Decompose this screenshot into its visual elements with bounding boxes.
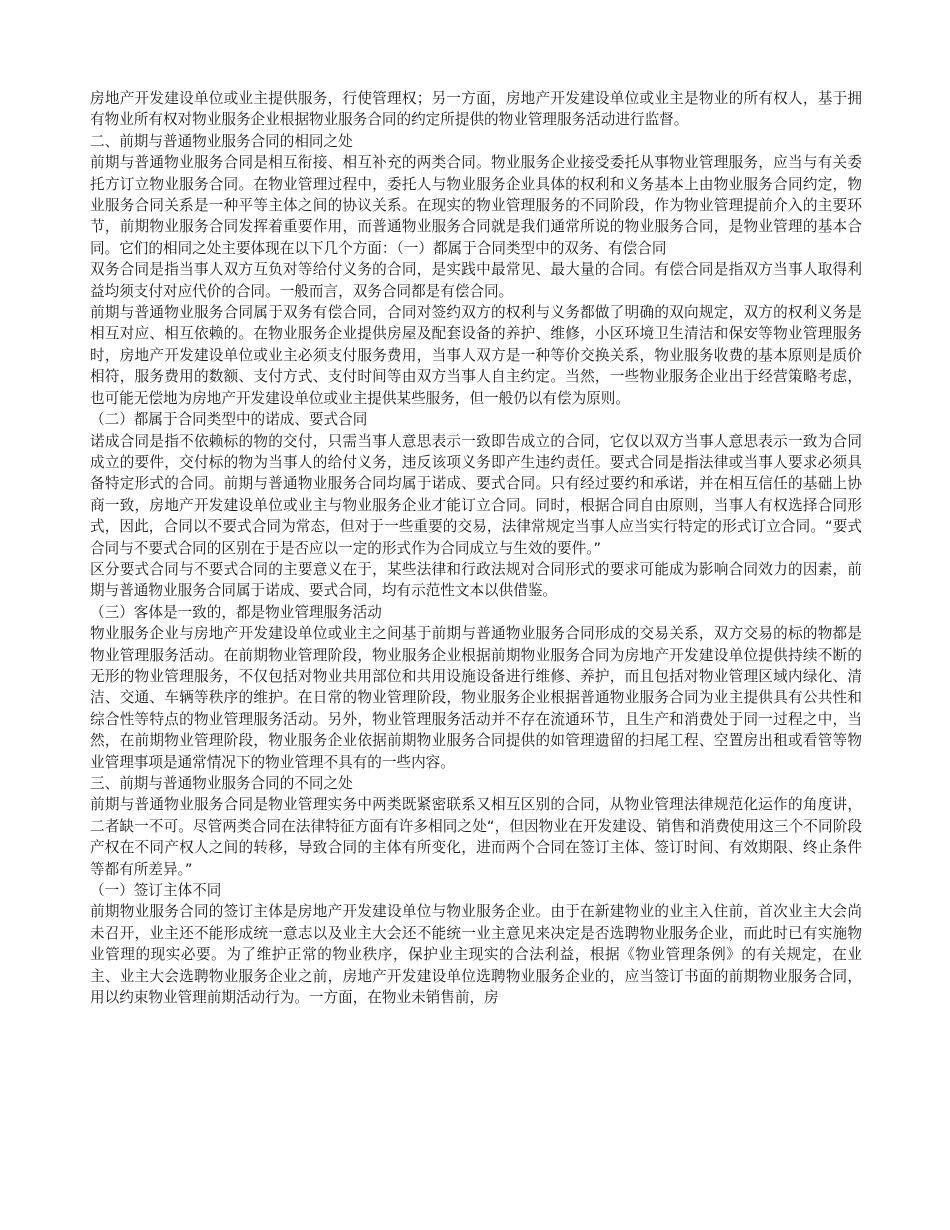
paragraph: 诺成合同是指不依赖标的物的交付，只需当事人意思表示一致即告成立的合同，它仅以双方当事人意思表示一致为合同成立的要件，交付标的物为当事人的给付义务，违反该项义务即产生违约责任。要式合同是指法律或当事人要求必须具备特定形式的合同。前期与普通物业服务合同均属于诺成、要式合同。只有经过要约和承诺，并在相互信任的基础上协商一致，房地产开发建设单位或业主与物业服务企业才能订立合同。同时，根据合同自由原则，当事人有权选择合同形式，因此，合同以不要式合同为常态，但对于一些重要的交易，法律常规定当事人应当实行特定的形式订立合同。“要式合同与不要式合同的区别在于是否应以一定的形式作为合同成立与生效的要件。” bbox=[90, 432, 862, 557]
section-heading: 三、前期与普通物业服务合同的不同之处 bbox=[90, 775, 353, 792]
paragraph: 前期与普通物业服务合同属于双务有偿合同，合同对签约双方的权利与义务都做了明确的双向规定，双方的权利义务是相互对应、相互依赖的。在物业服务企业提供房屋及配套设备的养护、维修，小区环境卫生清洁和保安等物业管理服务时，房地产开发建设单位或业主必须支付服务费用，当事人双方是一种等价交换关系，物业服务收费的基本原则是质价相符，服务费用的数额、支付方式、支付时间等由双方当事人自主约定。当然，一些物业服务企业出于经营策略考虑，也可能无偿地为房地产开发建设单位或业主提供某些服务，但一般仍以有偿为原则。 bbox=[90, 304, 862, 407]
paragraph: 双务合同是指当事人双方互负对等给付义务的合同，是实践中最常见、最大量的合同。有偿合同是指双方当事人取得利益均须支付对应代价的合同。一般而言，双务合同都是有偿合同。 bbox=[90, 261, 862, 300]
subsection-heading: （二）都属于合同类型中的诺成、要式合同 bbox=[90, 411, 368, 429]
section-heading: 二、前期与普通物业服务合同的相同之处 bbox=[90, 132, 353, 150]
paragraph: 前期与普通物业服务合同是相互衔接、相互补充的两类合同。物业服务企业接受委托从事物业管理服务，应当与有关委托方订立物业服务合同。在物业管理过程中，委托人与物业服务企业具体的权利和义务基本上由物业服务合同约定，物业服务合同关系是一种平等主体之间的协议关系。在现实的物业管理服务的不同阶段，作为物业管理提前介入的主要环节，前期物业服务合同发挥着重要作用，而普通物业服务合同就是我们通常所说的物业服务合同，是物业管理的基本合同。它们的相同之处主要体现在以下几个方面：（一）都属于合同类型中的双务、有偿合同 bbox=[90, 154, 862, 257]
paragraph: 物业服务企业与房地产开发建设单位或业主之间基于前期与普通物业服务合同形成的交易关系，双方交易的标的物都是物业管理服务活动。在前期物业管理阶段，物业服务企业根据前期物业服务合同为房地产开发建设单位提供持续不断的无形的物业管理服务，不仅包括对物业共用部位和共用设施设备进行维修、养护，而且包括对物业管理区域内绿化、清洁、交通、车辆等秩序的维护。在日常的物业管理阶段，物业服务企业根据普通物业服务合同为业主提供具有公共性和综合性等特点的物业管理服务活动。另外，物业管理服务活动并不存在流通环节，且生产和消费处于同一过程之中，当然，在前期物业管理阶段，物业服务企业依据前期物业服务合同提供的如管理遗留的扫尾工程、空置房出租或看管等物业管理事项是通常情况下的物业管理不具有的一些内容。 bbox=[90, 625, 862, 771]
subsection-heading: （三）客体是一致的，都是物业管理服务活动 bbox=[90, 603, 382, 621]
paragraph: 区分要式合同与不要式合同的主要意义在于，某些法律和行政法规对合同形式的要求可能成为影响合同效力的因素，前期与普通物业服务合同属于诺成、要式合同，均有示范性文本以供借鉴。 bbox=[90, 560, 862, 600]
paragraph: 前期物业服务合同的签订主体是房地产开发建设单位与物业服务企业。由于在新建物业的业主入住前，首次业主大会尚未召开，业主还不能形成统一意志以及业主大会还不能统一业主意见来决定是否选聘物业服务企业，而此时已有实施物业管理的现实必要。为了维护正常的物业秩序，保护业主现实的合法利益，根据《物业管理条例》的有关规定，在业主、业主大会选聘物业服务企业之前，房地产开发建设单位选聘物业服务企业的，应当签订书面的前期物业服务合同，用以约束物业管理前期活动行为。一方面，在物业未销售前，房 bbox=[90, 903, 862, 1007]
subsection-heading: （一）签订主体不同 bbox=[90, 882, 222, 900]
document-page bbox=[90, 88, 862, 1008]
paragraph: 房地产开发建设单位或业主提供服务，行使管理权；另一方面，房地产开发建设单位或业主是物业的所有权人，基于拥有物业所有权对物业服务企业根据物业服务合同的约定所提供的物业管理服务活动进行监督。 bbox=[90, 90, 862, 129]
paragraph: 前期与普通物业服务合同是物业管理实务中两类既紧密联系又相互区别的合同，从物业管理法律规范化运作的角度讲，二者缺一不可。尽管两类合同在法律特征方面有许多相同之处“，但因物业在开发建设、销售和消费使用这三个不同阶段产权在不同产权人之间的转移，导致合同的主体有所变化，进而两个合同在签订主体、签订时间、有效期限、终止条件等都有所差异。” bbox=[90, 796, 862, 878]
